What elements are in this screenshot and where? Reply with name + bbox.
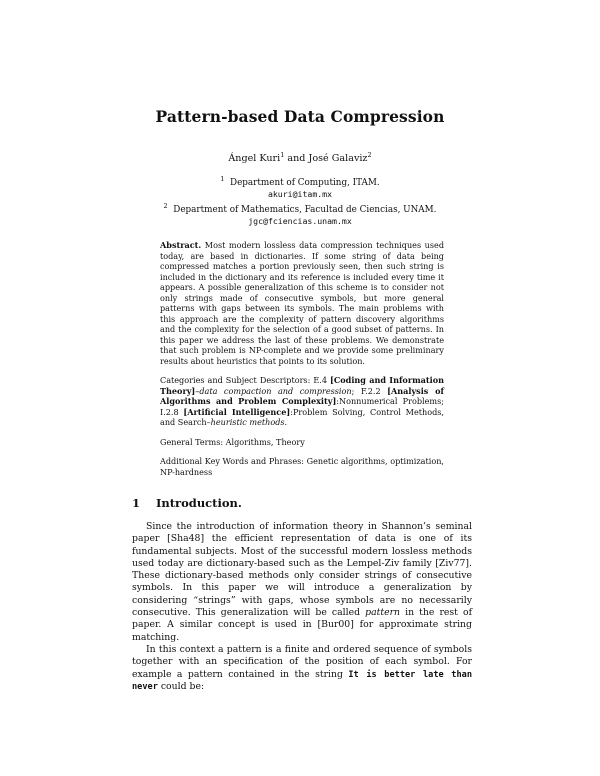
email-galaviz: jgc@fciencias.unam.mx <box>248 216 352 227</box>
abstract <box>160 240 444 366</box>
section-heading <box>132 496 242 510</box>
affiliation-mark: 1 <box>280 151 285 159</box>
paragraph-2: In this context a pattern is a finite and ordered sequence of symbols together with an specification of the position of each symbol. For example a pattern contained in the string It is better late than never could be: <box>132 643 472 692</box>
section-number: 1 <box>132 496 141 510</box>
abstract-label: Abstract. <box>160 240 202 250</box>
body-text <box>132 521 472 693</box>
email-kuri: akuri@itam.mx <box>267 189 333 200</box>
section-title: Introduction. <box>156 496 242 510</box>
general-terms: General Terms: Algorithms, Theory <box>160 436 305 447</box>
subject-descriptors: Categories and Subject Descriptors: E.4 [Coding and Information Theory]–data compaction and compression; F.2.2 [Analysis of Algorithms and Problem Complexity]:Nonnumerical Problems; I.2.8 [Artificial Intelligence]:Problem Solving, Control Methods, and Search–heuristic methods. <box>160 375 444 427</box>
affiliation-2: $^2$ Department of Mathematics, Facultad de Ciencias, UNAM. <box>163 201 437 215</box>
author-galaviz: José Galaviz <box>308 153 368 165</box>
author-connector: and <box>287 153 306 165</box>
affiliation-1: $^1$ Department of Computing, ITAM. <box>220 175 380 188</box>
affiliations <box>0 174 600 227</box>
example-string: It is better late than never <box>132 669 472 692</box>
abstract-text: Most modern lossless data compression techniques used today, are based in dictionaries. If some string of data being compressed matches a portion previously seen, then such string is included in the dictionary and its reference is included every time it appears. A possible generalization of this scheme is to consider not only strings made of consecutive symbols, but more general patterns with gaps between its symbols. The main problems with this approach are the complexity of pattern discovery algorithms and the complexity for the selection of a good subset of patterns. In this paper we address the last of these problems. We demonstrate that such problem is NP-complete and we provide some preliminary results about heuristics that points to its solution. <box>160 240 444 366</box>
affiliation-mark: 2 <box>367 151 372 159</box>
author-line <box>0 151 600 164</box>
paper-title: Pattern-based Data Compression <box>155 107 445 126</box>
abstract-block <box>160 240 444 486</box>
paragraph-1: Since the introduction of information theory in Shannon’s seminal paper [Sha48] the efficient representation of data is one of its fundamental subjects. Most of the successful modern lossless methods used today are dictionary-based such as the Lempel-Ziv family [Ziv77]. These dictionary-based methods only consider strings of consecutive symbols. In this paper we will introduce a generalization by considering “strings” with gaps, whose symbols are no necessarily consecutive. This generalization will be called pattern in the rest of paper. A similar concept is used in [Bur00] for approximate string matching. <box>132 521 473 643</box>
author-kuri: Ángel Kuri <box>228 153 281 165</box>
keywords: Additional Key Words and Phrases: Genetic algorithms, optimization, NP-hardness <box>160 456 444 477</box>
